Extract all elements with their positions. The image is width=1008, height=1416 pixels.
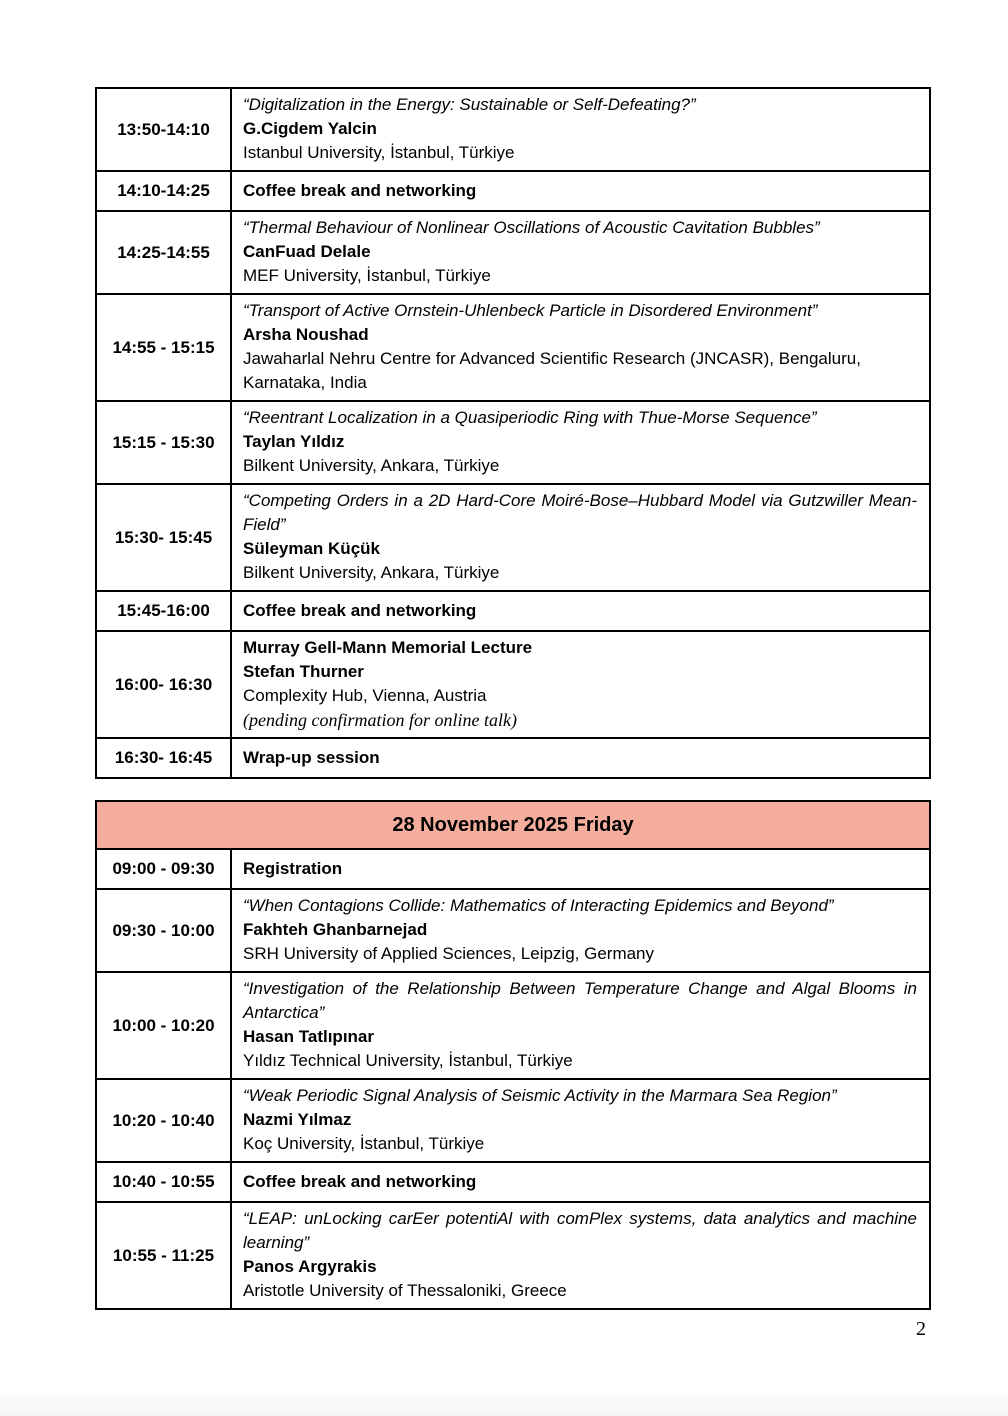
session-row	[97, 590, 929, 630]
time-cell: 15:30- 15:45	[97, 485, 232, 590]
talk-title: “When Contagions Collide: Mathematics of Interacting Epidemics and Beyond”	[243, 896, 834, 915]
speaker-affiliation: MEF University, İstanbul, Türkiye	[243, 266, 491, 285]
session-row	[97, 1201, 929, 1308]
talk-title: “Weak Periodic Signal Analysis of Seismic Activity in the Marmara Sea Region”	[243, 1086, 837, 1105]
pending-note: (pending confirmation for online talk)	[243, 710, 517, 730]
speaker-name: Fakhteh Ghanbarnejad	[243, 920, 428, 939]
session-row	[97, 737, 929, 777]
break-label: Registration	[243, 859, 343, 878]
time-cell: 15:15 - 15:30	[97, 402, 232, 483]
speaker-affiliation: Yıldız Technical University, İstanbul, Türkiye	[243, 1051, 573, 1070]
talk-title: “Competing Orders in a 2D Hard-Core Moiré-Bose–Hubbard Model via Gutzwiller Mean-Field”	[243, 491, 917, 534]
session-content	[232, 739, 929, 777]
time-cell: 10:20 - 10:40	[97, 1080, 232, 1161]
speaker-affiliation: Istanbul University, İstanbul, Türkiye	[243, 143, 515, 162]
time-cell: 15:45-16:00	[97, 592, 232, 630]
session-row	[97, 850, 929, 888]
session-row	[97, 210, 929, 293]
time-cell: 13:50-14:10	[97, 89, 232, 170]
speaker-affiliation: Bilkent University, Ankara, Türkiye	[243, 563, 500, 582]
talk-title: “Transport of Active Ornstein-Uhlenbeck Particle in Disordered Environment”	[243, 301, 818, 320]
session-row	[97, 1078, 929, 1161]
talk-title: “Thermal Behaviour of Nonlinear Oscillations of Acoustic Cavitation Bubbles”	[243, 218, 820, 237]
page-edge-shadow	[0, 1390, 1008, 1416]
break-label: Wrap-up session	[243, 748, 380, 767]
session-row	[97, 1161, 929, 1201]
speaker-affiliation: Complexity Hub, Vienna, Austria	[243, 686, 487, 705]
speaker-name: Hasan Tatlıpınar	[243, 1027, 374, 1046]
talk-title: “Reentrant Localization in a Quasiperiodic Ring with Thue-Morse Sequence”	[243, 408, 817, 427]
session-row	[97, 400, 929, 483]
speaker-name: Taylan Yıldız	[243, 432, 345, 451]
time-cell: 16:00- 16:30	[97, 632, 232, 737]
speaker-affiliation: Bilkent University, Ankara, Türkiye	[243, 456, 500, 475]
break-label: Coffee break and networking	[243, 1172, 477, 1191]
schedule-table-friday	[95, 800, 931, 1310]
session-row	[97, 888, 929, 971]
session-row	[97, 89, 929, 170]
session-row	[97, 971, 929, 1078]
time-cell: 09:00 - 09:30	[97, 850, 232, 888]
speaker-name: G.Cigdem Yalcin	[243, 119, 377, 138]
speaker-name: Stefan Thurner	[243, 662, 364, 681]
time-cell: 14:10-14:25	[97, 172, 232, 210]
speaker-name: Süleyman Küçük	[243, 539, 380, 558]
session-content	[232, 973, 929, 1078]
session-content	[232, 850, 929, 888]
session-row	[97, 170, 929, 210]
day-header: 28 November 2025 Friday	[97, 802, 929, 850]
time-cell: 09:30 - 10:00	[97, 890, 232, 971]
session-row	[97, 293, 929, 400]
speaker-affiliation: Aristotle University of Thessaloniki, Greece	[243, 1281, 567, 1300]
talk-title: “Digitalization in the Energy: Sustainable or Self-Defeating?”	[243, 95, 696, 114]
page-number: 2	[916, 1318, 926, 1340]
session-content	[232, 212, 929, 293]
session-content	[232, 1080, 929, 1161]
session-content	[232, 592, 929, 630]
talk-title: “Investigation of the Relationship Between Temperature Change and Algal Blooms in Antarctica”	[243, 979, 917, 1022]
speaker-affiliation: Jawaharlal Nehru Centre for Advanced Scientific Research (JNCASR), Bengaluru, Karnataka, India	[243, 349, 861, 392]
schedule-table-afternoon	[95, 87, 931, 779]
speaker-affiliation: Koç University, İstanbul, Türkiye	[243, 1134, 485, 1153]
session-content	[232, 1203, 929, 1308]
speaker-name: Nazmi Yılmaz	[243, 1110, 352, 1129]
session-content	[232, 172, 929, 210]
session-content	[232, 89, 929, 170]
time-cell: 10:40 - 10:55	[97, 1163, 232, 1201]
speaker-name: Arsha Noushad	[243, 325, 369, 344]
time-cell: 16:30- 16:45	[97, 739, 232, 777]
session-content	[232, 485, 929, 590]
talk-title: “LEAP: unLocking carEer potentiAl with comPlex systems, data analytics and machine learning”	[243, 1209, 917, 1252]
session-content	[232, 890, 929, 971]
session-content	[232, 1163, 929, 1201]
break-label: Coffee break and networking	[243, 181, 477, 200]
session-content	[232, 295, 929, 400]
speaker-name: Panos Argyrakis	[243, 1257, 377, 1276]
time-cell: 10:00 - 10:20	[97, 973, 232, 1078]
break-label: Coffee break and networking	[243, 601, 477, 620]
session-row	[97, 630, 929, 737]
lecture-title: Murray Gell-Mann Memorial Lecture	[243, 638, 533, 657]
time-cell: 14:25-14:55	[97, 212, 232, 293]
time-cell: 10:55 - 11:25	[97, 1203, 232, 1308]
speaker-name: CanFuad Delale	[243, 242, 371, 261]
speaker-affiliation: SRH University of Applied Sciences, Leipzig, Germany	[243, 944, 655, 963]
session-content	[232, 632, 929, 737]
session-content	[232, 402, 929, 483]
session-row	[97, 483, 929, 590]
time-cell: 14:55 - 15:15	[97, 295, 232, 400]
